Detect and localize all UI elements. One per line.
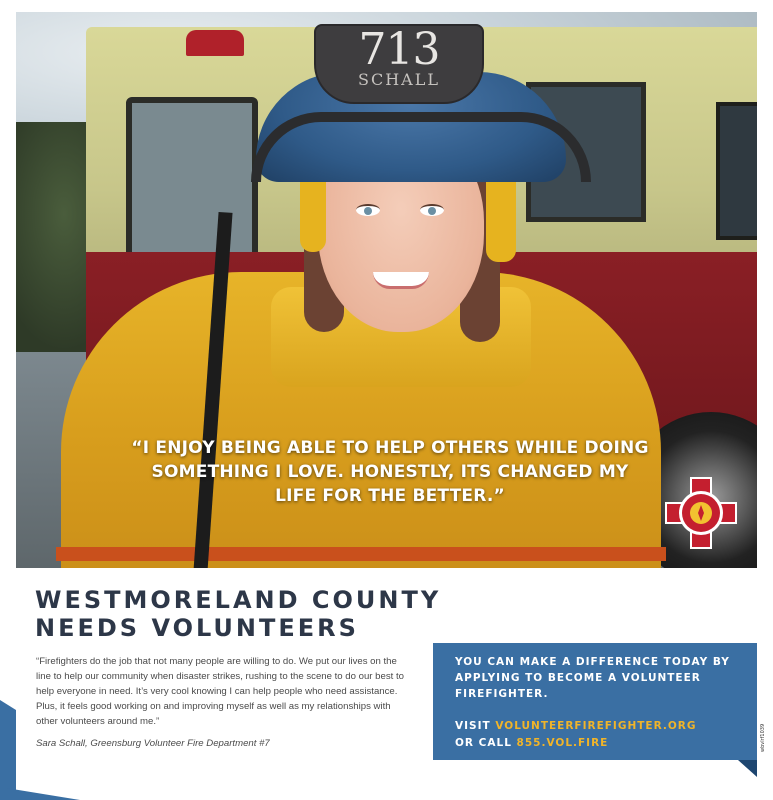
- cta-call-prefix: OR CALL: [455, 737, 517, 749]
- decorative-corner-bottom: [0, 787, 80, 800]
- eye-right: [420, 204, 444, 216]
- decorative-corner-left: [0, 700, 16, 800]
- truck-rear-window: [716, 102, 757, 240]
- helmet-shield-name: SCHALL: [358, 70, 440, 89]
- headline: [35, 586, 455, 642]
- testimonial-text: “Firefighters do the job that not many people are willing to do. We put our lives on the line to help our community when disaster strikes, rushing to the scene to do our best to help everyone in need. It’s very cool knowing I can help people who need assistance. Plus, it feels good working on and improving myself as well as my relationships with other volunteers around me.”: [36, 656, 404, 727]
- cta-website-link[interactable]: VOLUNTEERFIREFIGHTER.ORG: [495, 720, 697, 732]
- testimonial-attribution: Sara Schall, Greensburg Volunteer Fire Department #7: [36, 738, 270, 749]
- cta-visit-prefix: VISIT: [455, 720, 496, 732]
- fire-department-badge-icon: [664, 476, 738, 550]
- cta-box-fold: [738, 760, 757, 777]
- cta-message: YOU CAN MAKE A DIFFERENCE TODAY BY APPLYING TO BECOME A VOLUNTEER FIREFIGHTER.: [455, 656, 730, 700]
- truck-beacon-light: [186, 30, 244, 56]
- helmet-brim: [251, 112, 591, 182]
- helmet-shield: [314, 24, 484, 104]
- cta-phone-link[interactable]: 855.VOL.FIRE: [516, 737, 609, 749]
- headline-line-2: NEEDS VOLUNTEERS: [35, 614, 359, 642]
- truck-windshield: [126, 97, 258, 259]
- cta-contact: [455, 718, 745, 752]
- helmet-shield-number: 713: [358, 24, 440, 75]
- eye-left: [356, 204, 380, 216]
- headline-line-1: WESTMORELAND COUNTY: [35, 586, 442, 614]
- ad-id-code: wbvlrf1039: [760, 723, 766, 752]
- pull-quote: “I ENJOY BEING ABLE TO HELP OTHERS WHILE DOING SOMETHING I LOVE. HONESTLY, ITS CHANGED MY LIFE FOR THE BETTER.”: [131, 438, 649, 506]
- smile: [373, 272, 429, 289]
- jacket-reflective-stripe: [56, 547, 666, 561]
